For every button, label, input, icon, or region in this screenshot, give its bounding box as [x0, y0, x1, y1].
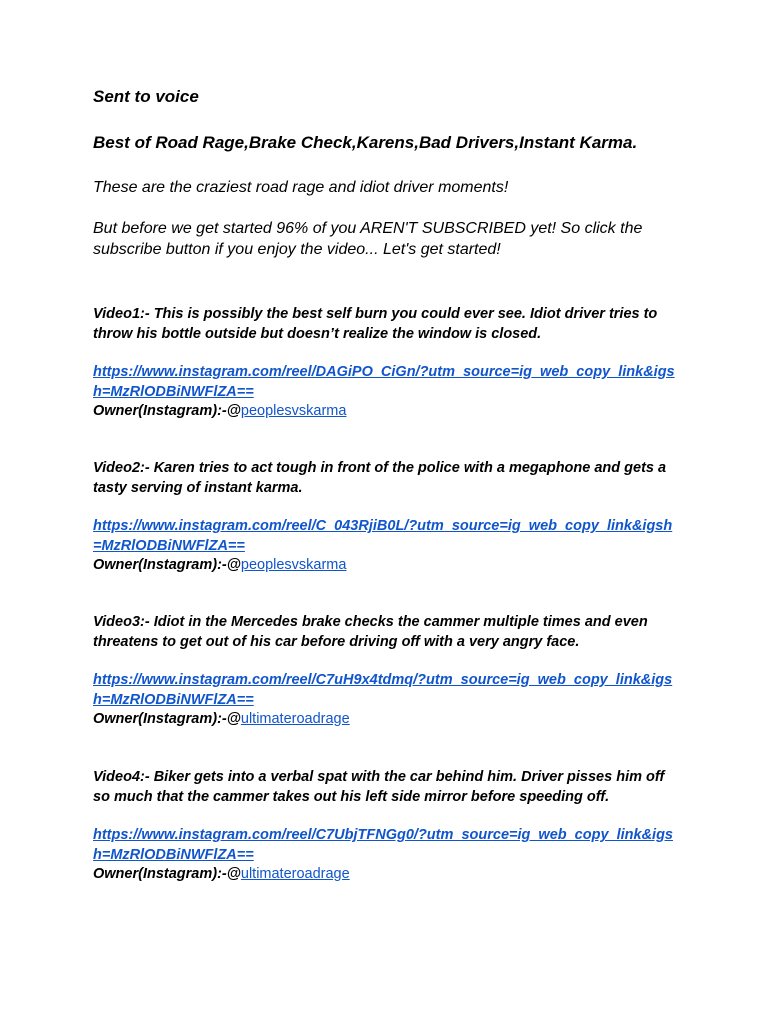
owner-prefix: Owner(Instagram):-@ [93, 557, 241, 573]
video-link[interactable]: https://www.instagram.com/reel/C7uH9x4tdmq/?utm_source=ig_web_copy_link&igsh=MzRlODBiNWFlZA== [93, 672, 673, 708]
intro-paragraph-1: These are the craziest road rage and idiot driver moments! [93, 179, 509, 196]
video-link[interactable]: https://www.instagram.com/reel/C_043RjiB0L/?utm_source=ig_web_copy_link&igsh=MzRlODBiNWFlZA== [93, 518, 673, 554]
video-entry-1 [93, 305, 683, 422]
owner-handle-link[interactable]: peoplesvskarma [240, 557, 347, 573]
owner-prefix: Owner(Instagram):-@ [93, 403, 241, 419]
video-owner [93, 865, 683, 885]
video-owner [93, 556, 683, 576]
video-link[interactable]: https://www.instagram.com/reel/C7UbjTFNGg0/?utm_source=ig_web_copy_link&igsh=MzRlODBiNWFlZA== [93, 827, 673, 863]
owner-handle-link[interactable]: ultimateroadrage [240, 711, 350, 727]
video-entry-2 [93, 459, 683, 576]
owner-prefix: Owner(Instagram):-@ [93, 711, 241, 727]
owner-handle-link[interactable]: peoplesvskarma [240, 403, 347, 419]
owner-handle-link[interactable]: ultimateroadrage [240, 866, 350, 882]
video-entry-3 [93, 613, 683, 730]
video-description: Video3:- Idiot in the Mercedes brake checks the cammer multiple times and even threatens to get out of his car before driving off with a very angry face. [93, 614, 648, 650]
video-owner [93, 710, 683, 730]
video-link[interactable]: https://www.instagram.com/reel/DAGiPO_CiGn/?utm_source=ig_web_copy_link&igsh=MzRlODBiNWFlZA== [93, 364, 675, 400]
video-owner [93, 402, 683, 422]
video-entry-4 [93, 768, 683, 885]
video-description: Video2:- Karen tries to act tough in front of the police with a megaphone and gets a tasty serving of instant karma. [93, 460, 667, 496]
video-description: Video4:- Biker gets into a verbal spat with the car behind him. Driver pisses him off so much that the cammer takes out his left side mirror before speeding off. [93, 769, 665, 805]
document-title: Best of Road Rage,Brake Check,Karens,Bad Drivers,Instant Karma. [93, 133, 638, 152]
video-description: Video1:- This is possibly the best self burn you could ever see. Idiot driver tries to throw his bottle outside but doesn’t realize the window is closed. [93, 306, 658, 342]
owner-prefix: Owner(Instagram):-@ [93, 866, 241, 882]
heading-sent-to-voice: Sent to voice [93, 87, 199, 106]
intro-paragraph-2: But before we get started 96% of you AREN'T SUBSCRIBED yet! So click the subscribe button if you enjoy the video... Let's get started! [93, 220, 643, 258]
